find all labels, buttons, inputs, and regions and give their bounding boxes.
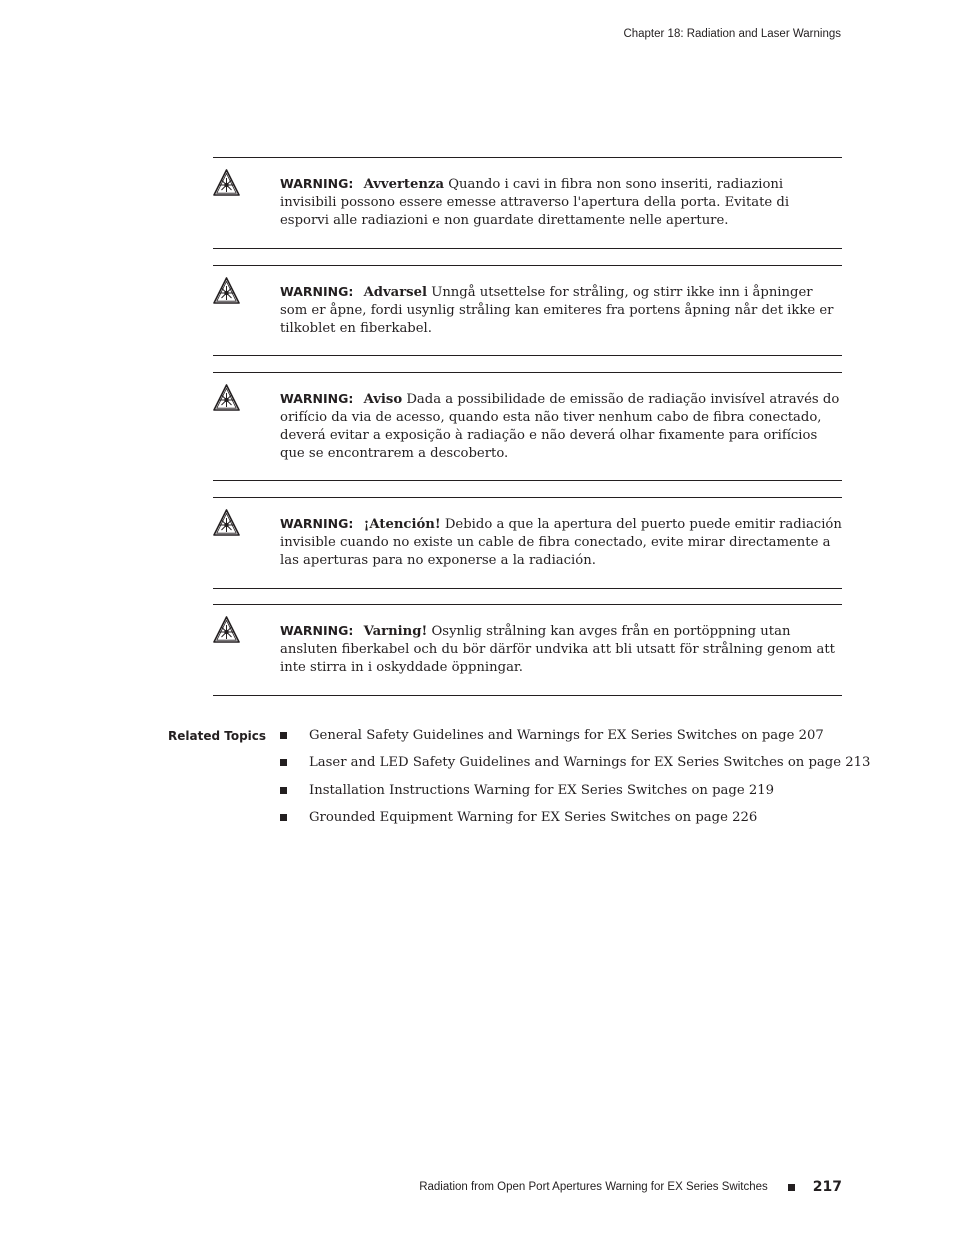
warning-box-portuguese [213,372,842,481]
laser-warning-icon [213,277,240,304]
related-topic-link[interactable] [280,727,870,754]
related-topics-list [280,727,870,836]
related-topic-link[interactable] [280,754,870,781]
laser-warning-icon [213,616,240,643]
warning-text [280,390,842,463]
warning-language-word: Advarsel [363,285,427,300]
bullet-icon [280,732,287,739]
warning-box-spanish [213,497,842,589]
warning-language-word: ¡Atención! [363,517,441,532]
warning-language-word: Aviso [363,392,403,407]
running-header: Chapter 18: Radiation and Laser Warnings [623,28,841,40]
footer-bullet-icon [788,1184,795,1191]
bullet-icon [280,759,287,766]
warning-body: Quando i cavi in fibra non sono inseriti, radiazioni invisibili possono essere emesse attraverso l'apertura della porta. Evitate di esporvi alle radiazioni e non guardate direttamente nelle aperture. [280,177,790,228]
bullet-icon [280,787,287,794]
warning-label: WARNING: [280,176,354,191]
related-topic-text: Laser and LED Safety Guidelines and Warnings for EX Series Switches on page 213 [309,755,871,771]
related-topic-link[interactable] [280,809,870,836]
related-topic-text: Installation Instructions Warning for EX Series Switches on page 219 [309,782,775,798]
warning-body: Osynlig strålning kan avges från en portöppning utan ansluten fiberkabel och du bör därför undvika att bli utsatt för strålning genom att inte stirra in i oskyddade öppningar. [280,624,835,675]
warning-box-italian [213,157,842,249]
warning-label: WARNING: [280,284,354,299]
page-number: 217 [812,1179,842,1195]
footer-title: Radiation from Open Port Apertures Warning for EX Series Switches [419,1181,768,1193]
bullet-icon [280,814,287,821]
warning-language-word: Varning! [363,624,428,639]
warning-box-norwegian [213,265,842,356]
laser-warning-icon [213,169,240,196]
related-topic-text: Grounded Equipment Warning for EX Series Switches on page 226 [309,809,758,825]
warning-language-word: Avvertenza [363,177,445,192]
warning-label: WARNING: [280,623,354,638]
warning-text [280,175,842,230]
related-topics-heading: Related Topics [168,729,267,743]
warning-body: Debido a que la apertura del puerto puede emitir radiación invisible cuando no existe un cable de fibra conectado, evite mirar directamente a las aperturas para no exponerse a la radiación. [280,517,842,568]
warning-label: WARNING: [280,391,354,406]
warning-box-swedish [213,604,842,696]
related-topic-link[interactable] [280,782,870,809]
related-topic-text: General Safety Guidelines and Warnings for EX Series Switches on page 207 [309,728,824,743]
warning-text [280,283,842,338]
warning-text [280,515,842,570]
warning-body: Dada a possibilidade de emissão de radiação invisível através do orifício da via de acesso, quando esta não tiver nenhum cabo de fibra conectado, deverá evitar a exposição à radiação e não deverá olhar fixamente para orifícios que se encontrarem a descoberto. [280,392,840,461]
laser-warning-icon [213,509,240,536]
warning-text [280,622,842,677]
laser-warning-icon [213,384,240,411]
warning-label: WARNING: [280,516,354,531]
warning-body: Unngå utsettelse for stråling, og stirr ikke inn i åpninger som er åpne, fordi usynlig stråling kan emiteres fra portens åpning når det ikke er tilkoblet en fiberkabel. [280,285,834,336]
running-footer [419,1179,842,1195]
